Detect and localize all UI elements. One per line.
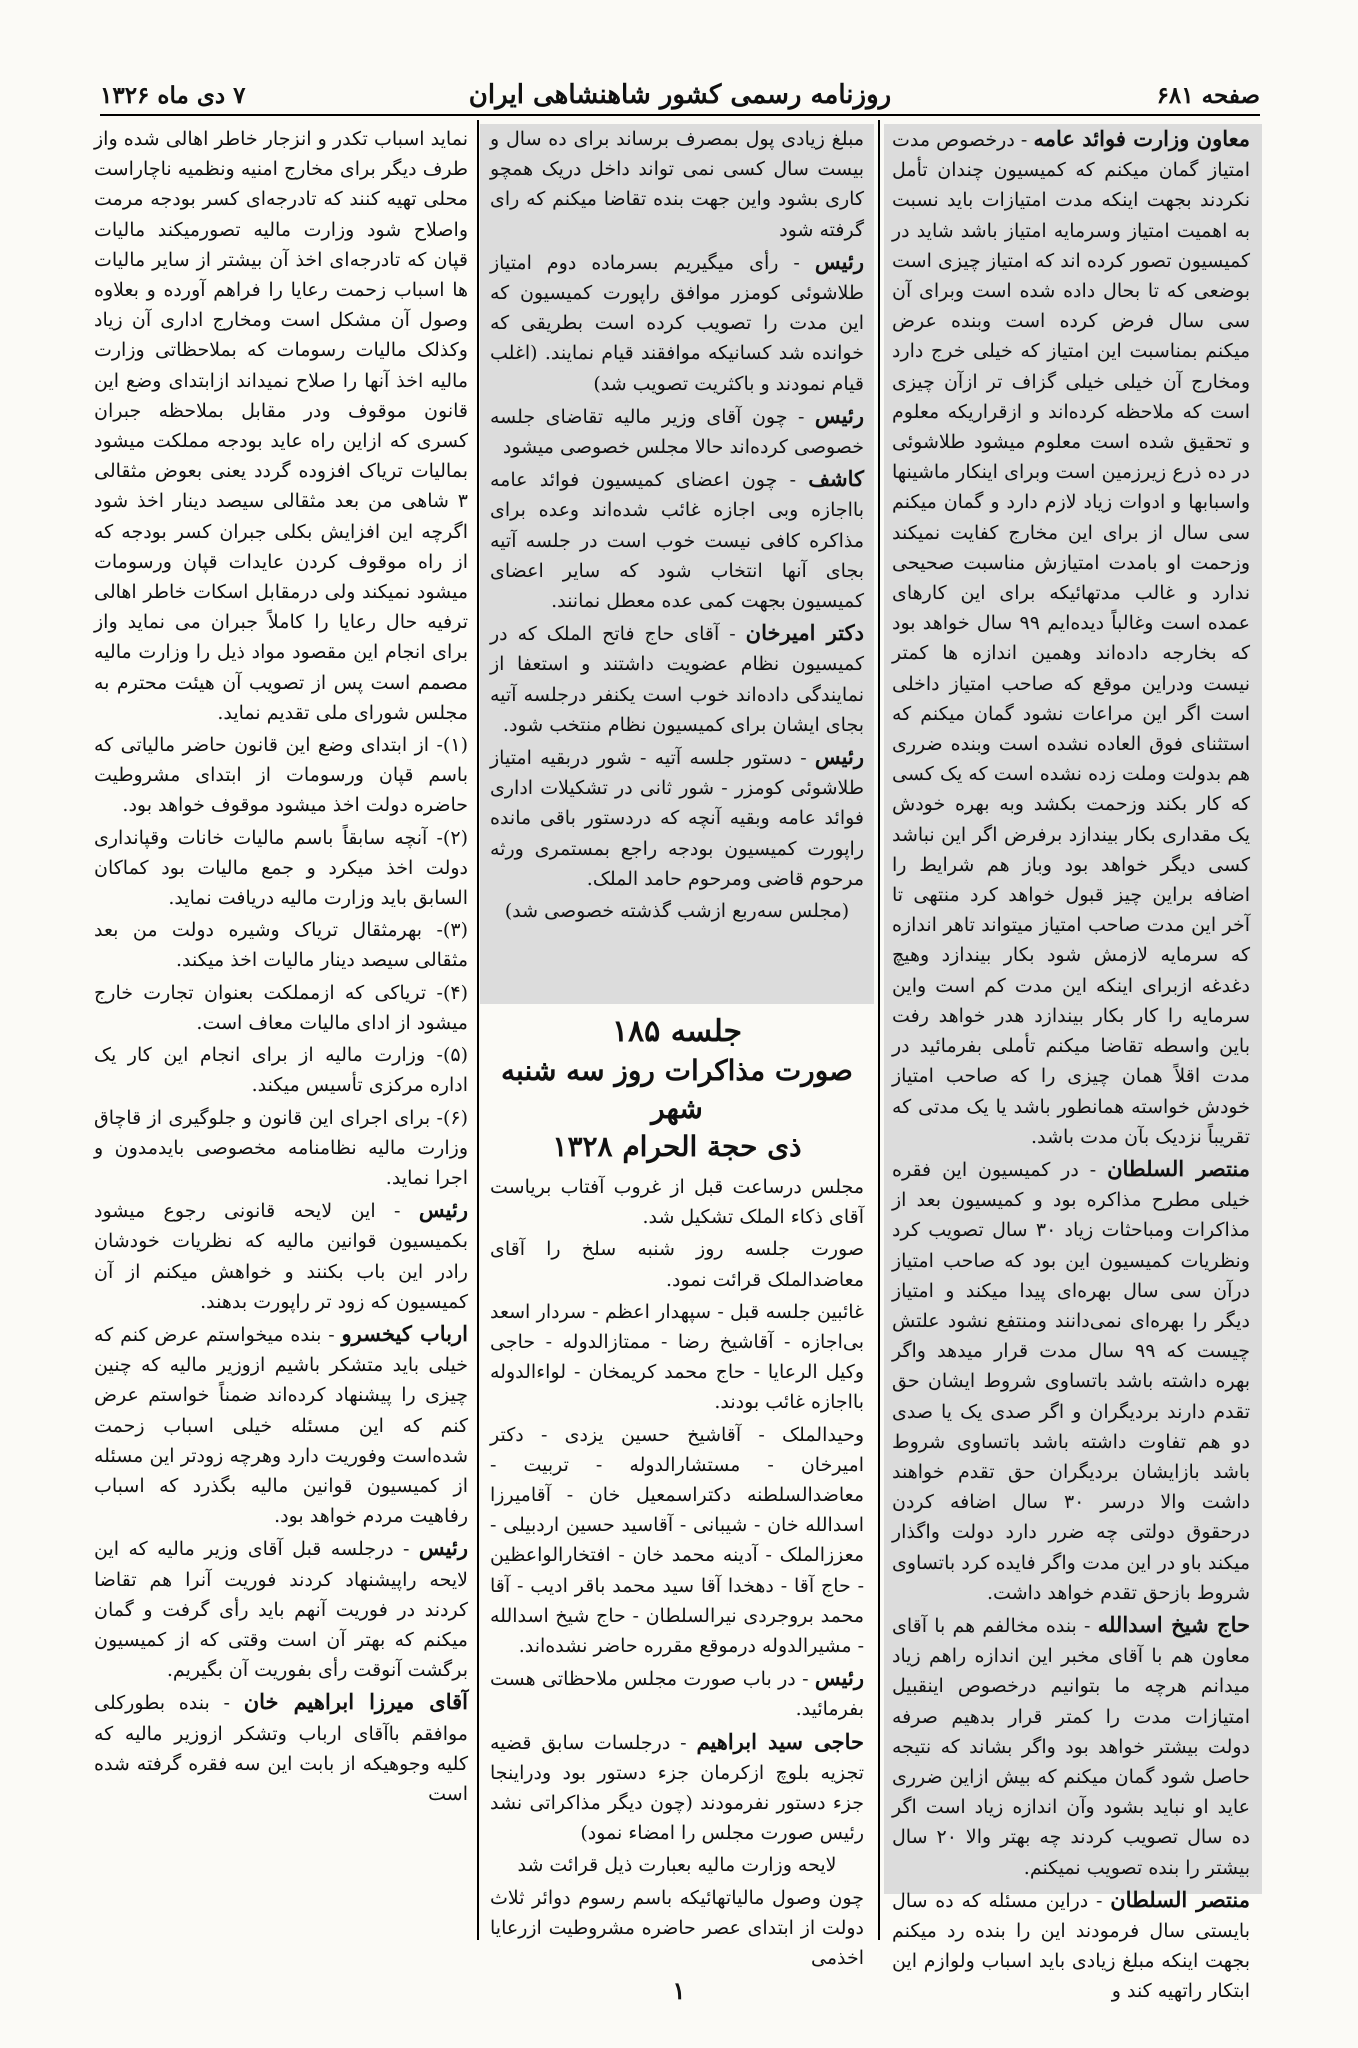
paragraph-text: غائبین جلسه قبل - سپهدار اعظم - سردار اسعد بی‌اجازه - آقاشیخ رضا - ممتازالدوله - حاجی وکیل الرعایا - حاج محمد کریمخان - لواءالدوله بااجازه غائب بودند. [490,1300,864,1414]
paragraph [94,1195,468,1317]
paragraph-text: صورت جلسه روز شنبه سلخ را آقای معاضدالملک قرائت نمود. [490,1238,864,1291]
paragraph [892,1610,1250,1883]
paragraph-text: - بنده مخالفم هم با آقای معاون هم با آقای مخبر این اندازه راهم زیاد میدانم هرچه ما بتوانیم درخصوص اینقبیل امتیازات مدت را کمتر قرار بدهیم صرفه دولت بیشتر خواهد بود واگر بشاند که نتیجه حاصل شود گمان میکنم که بیش ازاین ضرری عاید او نباید بشود وآن اندازه زیاد است اگر ده سال تصویب کردند چه بهتر والا ۲۰ سال بیشتر را بنده تصویب نمیکنم. [892,1614,1250,1879]
speaker-name: رئیس [814,1665,864,1691]
session-title: صورت مذاکرات روز سه شنبه شهر [501,1054,853,1125]
paragraph [892,124,1250,1152]
page-label: صفحه ۶۸۱ [1156,82,1260,109]
paragraph-text: چون وصول مالیاتهائیکه باسم رسوم دوائر ثلاث دولت از ابتدای عصر حاضره مشروطیت ازرعایا اخذمی [490,1886,864,1970]
paragraph [94,1687,468,1809]
issue-date: ۷ دی ماه ۱۳۲۶ [100,82,246,109]
paragraph [94,1533,468,1685]
paragraph [490,1883,864,1974]
paragraph [490,618,864,740]
speaker-name: حاج شیخ اسدالله [1097,1611,1250,1637]
speaker-name: رئیس [418,1535,468,1561]
paragraph [490,1850,864,1880]
paragraph-text: - دراین مسئله که ده سال بایستی سال فرمودند این را بنده رد میکنم بجهت اینکه مبلغ زیادی باید اسباب ولوازم این ابتکار راتهیه کند و [892,1889,1250,2003]
speaker-name: حاجی سید ابراهیم [696,1728,864,1754]
left-column [88,124,474,1944]
paragraph [490,742,864,894]
paragraph [94,1319,468,1531]
paragraph [490,1727,864,1849]
bill-article: (۱)- از ابتدای وضع این قانون حاضر مالیاتی که باسم قپان ورسومات از ابتدای مشروطیت حاضره دولت اخذ میشود موقوف خواهد بود. [94,734,468,817]
speaker-name: رئیس [418,1197,468,1223]
paragraph-text: لایحه وزارت مالیه بعبارت ذیل قرائت شد [517,1854,837,1877]
paragraph-text: - چون اعضای کمیسیون فوائد عامه بااجازه وبی اجازه غائب شده‌اند وعده برای مذاکره کافی نیست خوب است در جلسه آتیه بجای آنها انتخاب شود که سایر اعضای کمیسیون بجهت کمی عده معطل نمانند. [490,469,864,613]
speaker-name: رئیس [814,248,865,274]
paragraph [892,1154,1250,1608]
paragraph [490,1663,864,1724]
paragraph-text: - در کمیسیون این فقره خیلی مطرح مذاکره بود و کمیسیون بعد از مذاکرات ومباحثات زیاد ۳۰ سال تصویب کرد ونظریات کمیسیون این بود که صاحب امتیاز درآن سی سال بهره‌ای پیدا میکند و امتیاز دیگر را بهره‌ای نمی‌دانند ومنتفع نشود علتش چیست که ۹۹ سال مدت قرار میدهد واگر بهره داشته باشد باتساوی شروط ایشان حق تقدم دارند بردیگران و اگر صدی یک یا صدی دو هم تفاوت داشته باشد باتساوی شروط باشد بازایشان بردیگران حق تقدم خواهند داشت والا درسر ۳۰ سال اضافه کردن درحقوق دولتی چه ضرر دارد دولت واگذار میکند باو در این مدت واگر فایده کرد باتساوی شروط بازحق تقدم خواهد داشت. [892,1158,1251,1604]
paragraph [490,1420,864,1662]
right-column [884,124,1262,2003]
speaker-name: دکتر امیرخان [745,620,864,646]
paragraph-text: - بنده میخواستم عرض کنم که خیلی باید متشکر باشیم ازوزیر مالیه که چنین چیزی را پیشنهاد کرده‌اند ضمناً خواستم عرض کنم که این مسئله خیلی اسباب زحمت شده‌است وفوریت دارد وهرچه زودتر این مسئله از کمیسیون قوانین مالیه بگذرد که اسباب رفاهیت مردم خواهد بود. [94,1323,468,1528]
paragraph-text: - دستور جلسه آتیه - شور دربقیه امتیاز طلاشوئی کومزر - شور ثانی در تشکیلات اداری فوائد عامه وبقیه آنچه که دردستور باقی مانده راپورت کمیسیون بودجه راجع بمستمری ورثه مرحوم قاضی ومرحوم حامد الملک. [490,747,864,890]
session-number: جلسه ۱۸۵ [611,1014,743,1049]
session-note: (مجلس سه‌ربع ازشب گذشته خصوصی شد) [504,900,850,923]
bill-article: (۵)- وزارت مالیه از برای انجام این کار یک اداره مرکزی تأسیس میکند. [94,1044,468,1097]
bill-article: (۶)- برای اجرای این قانون و جلوگیری از قاچاق وزارت مالیه نظامنامه مخصوصی بایدمدون و اجرا نماید. [94,1106,468,1189]
paragraph-text: مبلغ زیادی پول بمصرف برساند برای ده سال و بیست سال کسی نمی تواند داخل دریک همچو کاری بشود واین جهت بنده تقاضا میکنم که رای گرفته شود [490,128,864,241]
paragraph-text: - درجلسات سابق قضیه تجزیه بلوچ ازکرمان جزء دستور بود ودراینجا جزء دستور نفرمودند (چون دیگر مذاکراتی نشد رئیس صورت مجلس را امضاء نمود) [490,1731,864,1845]
bill-article: (۲)- آنچه سابقاً باسم مالیات خانات وقپانداری دولت اخذ میکرد و جمع مالیات بود کماکان السابق باید وزارت مالیه دریافت نماید. [94,826,468,910]
paragraph [490,1172,864,1232]
paragraph [490,247,864,399]
paragraph-text: - درجلسه قبل آقای وزیر مالیه که این لایحه راپیشنهاد کردند فوریت آنرا هم تقاضا کردند در فوریت آنهم باید رأی گرفت و گمان میکنم که بهتر آن است وقتی که از کمیسیون برگشت آنوقت رأی بفوریت آن بگیریم. [94,1538,468,1682]
paragraph [490,401,864,462]
speaker-name: معاون وزارت فوائد عامه [1033,126,1250,151]
speaker-name: رئیس [814,744,864,770]
paragraph [490,464,864,616]
paragraph-text: مجلس درساعت قبل از غروب آفتاب بریاست آقای ذکاء الملک تشکیل شد. [490,1176,864,1229]
session-date: ذی حجة الحرام ۱۳۲۸ [552,1130,802,1163]
paragraph [94,124,468,728]
paragraph-text: - بنده بطورکلی موافقم باآقای ارباب وتشکر ازوزیر مالیه که کلیه وجوهیکه از بابت این سه فقره گرفته شده است [94,1692,468,1805]
paragraph [490,124,864,245]
speaker-name: منتصر السلطان [1107,1155,1250,1181]
newspaper-title: روزنامه رسمی کشور شاهنشاهی ایران [468,80,892,110]
paragraph-text: - در باب صورت مجلس ملاحظاتی هست بفرمائید. [490,1668,864,1721]
center-column-top [480,124,874,1004]
column-divider [878,120,880,1940]
paragraph [490,1234,864,1294]
paragraph-text: وحیدالملک - آقاشیخ حسین یزدی - دکتر امیرخان - مستشارالدوله - تربیت - معاضدالسلطنه دکتراسمعیل خان - آقامیرزا اسدالله خان - شیبانی - آقاسید حسین اردبیلی - معززالملک - آدینه محمد خان - افتخارالواعظین - حاج آقا - دهخدا آقا سید محمد باقر ادیب - آقا محمد بروجردی نیرالسلطان - حاج شیخ اسدالله - مشیرالدوله درموقع مقرره حاضر نشده‌اند. [490,1423,864,1658]
speaker-name: رئیس [814,402,864,428]
header-rule [100,114,1260,116]
paragraph-text: - درخصوص مدت امتیاز گمان میکنم که کمیسیون چندان تأمل نکردند بجهت اینکه مدت امتیازات باید نسبت به اهمیت امتیاز وسرمایه امتیاز باشد شاید در کمیسیون تصور کرده اند که امتیاز چیزی است بوضعی که تا بحال داده شده است وبرای آن سی سال فرض کرده است وبنده عرض میکنم بمناسبت این امتیاز که خیلی خرج دارد ومخارج آن خیلی خیلی گزاف تر ازآن چیزی است که ملاحظه کرده‌اند و ازقراریکه معلوم و تحقیق شده است معلوم میشود طلاشوئی در ده ذرع زیرزمین است وبرای اینکار ماشینها واسبابها و ادوات زیاد لازم دارد و گمان میکنم سی سال از برای این مخارج کفایت نمیکند وزحمت او بامدت امتیازش مناسبت صحیحی ندارد و غالب مدتهائیکه برای این کارهای عمده است وغالباً دیده‌ایم ۹۹ سال خواهد بود که بخارجه داده‌اند وهمین اندازه ها کمتر نیست ودراین موقع که صاحب امتیاز داخلی است اگر این مراعات نشود گمان میکنم که استثنای فوق العاده نشده است وبنده ضرری هم بدولت وملت زده نشده است که یک کسی که کار بکند وزحمت بکشد وبه بهره خودش یک مقداری بکار بیندازد برفرض اگر این نباشد کسی دیگر خواهد بود وباز هم شرایط را اضافه براین چیز قبول خواهد کرد منتهی تا آخر این مدت صاحب امتیاز میتواند تاهر اندازه که سرمایه لازمش شود بکار بیندازد وهیچ دغدغه ازبرای اینکه این مدت کم است واین سرمایه را کار بکار بیندازد هدر خواهد رفت باین واسطه تقاضا میکنم تأملی بفرمائید در مدت اقلاً همان چیزی را که صاحب امتیاز خودش خواسته همانطور باشد یا یک مدتی که تقریباً نزدیک بآن مدت باشد. [892,129,1250,1148]
paragraph-text: - چون آقای وزیر مالیه تقاضای جلسه خصوصی کرده‌اند حالا مجلس خصوصی میشود [490,405,864,459]
paragraph-text: - آقای حاج فاتح الملک که در کمیسیون نظام عضویت داشتند و استعفا از نمایندگی داده‌اند خوب است یکنفر درجلسه آتیه بجای ایشان برای کمیسیون نظام منتخب شود. [490,623,864,736]
page-number: ۱ [672,1976,686,2005]
bill-article: (۳)- بهرمثقال تریاک وشیره دولت من بعد مثقالی سیصد دینار مالیات اخذ میکند. [94,919,468,972]
paragraph [490,1297,864,1418]
speaker-name: کاشف [808,466,865,492]
paragraph-text: نماید اسباب تکدر و انزجار خاطر اهالی شده واز طرف دیگر برای مخارج امنیه ونظمیه ناچاراست محلی تهیه کنند که تادرجه‌ای کسر بودجه مرمت واصلاح شود وزارت مالیه تصورمیکند مالیات قپان که تادرجه‌ای اخذ آن بیشتر از سایر مالیات ها اسباب زحمت رعایا را فراهم آورده و بعلاوه وصول آن مشکل است ومخارج اداری آن زیاد وکذلک مالیات رسومات که بملاحظاتی وزارت مالیه اخذ آنها را صلاح نمیداند ازابتدای وضع این قانون موقوف ودر مقابل بملاحظه جبران کسری که ازاین راه عاید بودجه مملکت میشود بمالیات تریاک افزوده گردد یعنی بعوض مثقالی ۳ شاهی من بعد مثقالی سیصد دینار اخذ شود اگرچه این افزایش بکلی جبران کسر بودجه که از راه موقوف کردن عایدات قپان ورسومات میشود نمیکند ولی درمقابل اسکات خاطر اهالی ترفیه حال رعایا را کاملاً جبران می نماید واز برای انجام این مقصود مواد ذیل را وزارت مالیه مصمم است پس از تصویب آن هیئت محترم به مجلس شورای ملی تقدیم نماید. [94,128,468,724]
page-header [100,78,1260,110]
column-divider [477,120,479,1940]
center-column-bottom [480,1010,874,1970]
speaker-name: آقای میرزا ابراهیم خان [243,1689,468,1715]
paragraph-text: - این لایحه قانونی رجوع میشود بکمیسیون قوانین مالیه که نظریات خودشان رادر این باب بکنند و خواهش میکنم از آن کمیسیون که زود تر راپورت بدهند. [94,1200,468,1313]
speaker-name: ارباب کیخسرو [341,1320,468,1346]
paragraph-text: - رأی میگیریم بسرماده دوم امتیاز طلاشوئی کومزر موافق راپورت کمیسیون که این مدت را تصویب کرده است بطریقی که خوانده شد کسانیکه موافقند قیام نمایند. (اغلب قیام نمودند و باکثریت تصویب شد) [490,251,864,395]
speaker-name: منتصر السلطان [1110,1886,1250,1912]
bill-article: (۴)- تریاکی که ازمملکت بعنوان تجارت خارج میشود از ادای مالیات معاف است. [94,981,468,1034]
